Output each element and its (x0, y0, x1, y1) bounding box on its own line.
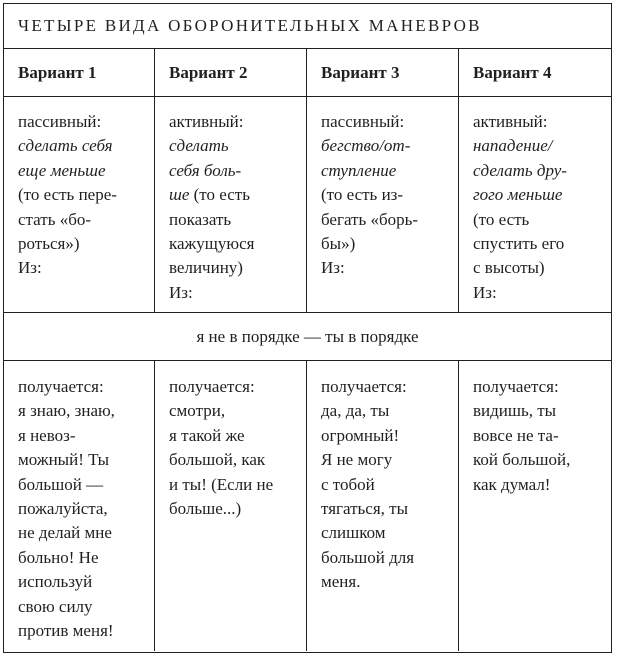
desc-type: пассивный: (321, 112, 405, 131)
description-cell-2 (155, 97, 307, 312)
header-variant-2: Вариант 2 (155, 49, 307, 96)
defense-maneuvers-table (3, 3, 612, 653)
result-cell-1: получается: я знаю, знаю, я невоз- можный! Ты большой — пожалуйста, не делай мне больно! Не используй свою силу против меня! (4, 361, 155, 651)
result-cell-4: получается: видишь, ты вовсе не та- кой большой, как думал! (473, 377, 571, 494)
middle-row (4, 313, 611, 361)
header-variant-4: Вариант 4 (473, 62, 552, 82)
result-cell-2: получается: смотри, я такой же большой, как и ты! (Если не больше...) (155, 361, 307, 651)
desc-italic: бегство/от- ступление (321, 136, 411, 180)
table-title-row (4, 4, 611, 49)
header-variant-3: Вариант 3 (307, 49, 459, 96)
description-cell-1 (4, 97, 155, 312)
desc-italic: сделать себя боль- ше (169, 136, 242, 205)
desc-type: активный: (473, 112, 548, 131)
result-row (4, 361, 611, 651)
desc-italic: нападение/ сделать дру- гого меньше (473, 136, 567, 205)
desc-type: пассивный: (18, 112, 102, 131)
desc-type: активный: (169, 112, 244, 131)
desc-rest: (то есть из- бегать «борь- бы») Из: (321, 185, 419, 278)
table-title: ЧЕТЫРЕ ВИДА ОБОРОНИТЕЛЬНЫХ МАНЕВРОВ (18, 16, 482, 35)
desc-rest: (то есть показать кажущуюся величину) Из: (169, 185, 255, 302)
result-cell-3: получается: да, да, ты огромный! Я не могу с тобой тягаться, ты слишком большой для меня. (307, 361, 459, 651)
desc-italic: сделать себя еще меньше (18, 136, 113, 180)
header-variant-1: Вариант 1 (4, 49, 155, 96)
desc-rest: (то есть пере- стать «бо- роться») Из: (18, 185, 117, 278)
description-row (4, 97, 611, 313)
desc-rest: (то есть спустить его с высоты) Из: (473, 209, 565, 302)
description-cell-4 (459, 97, 610, 312)
description-cell-3 (307, 97, 459, 312)
table-header-row (4, 49, 611, 97)
middle-statement: я не в порядке — ты в порядке (196, 326, 419, 346)
